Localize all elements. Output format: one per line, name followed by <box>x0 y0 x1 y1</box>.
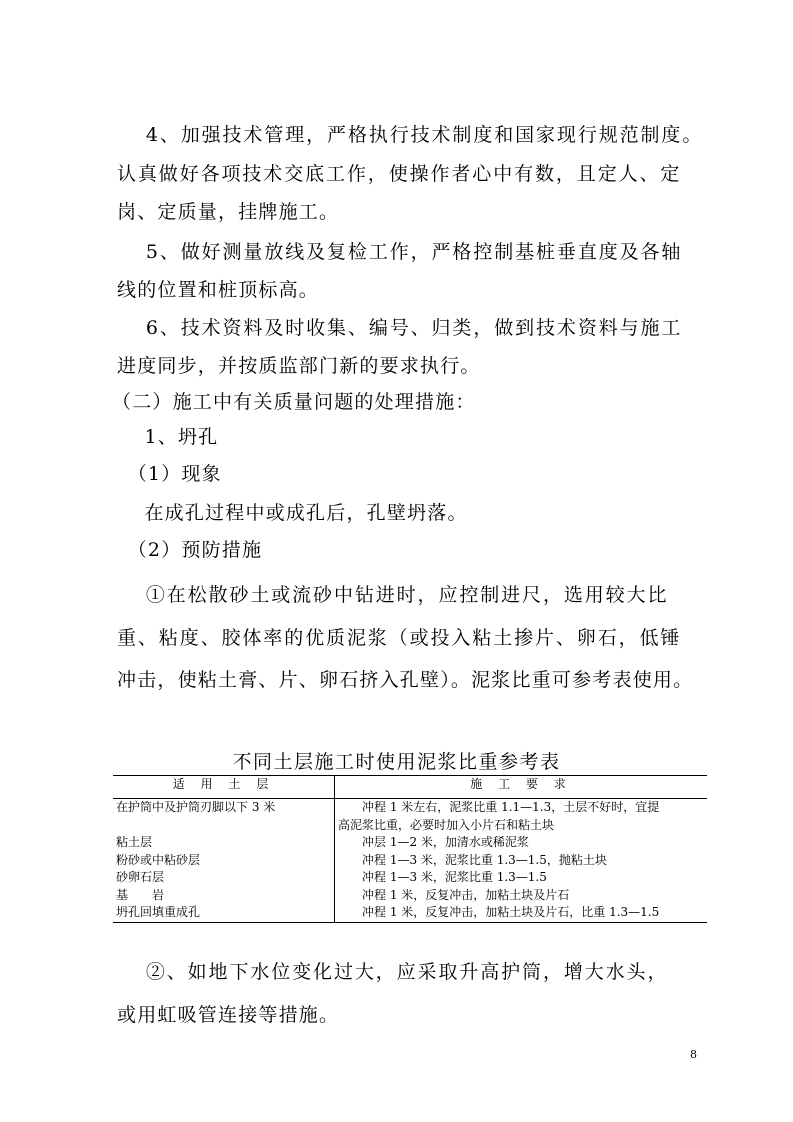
requirement-cell: 冲程 1—3 米，泥浆比重 1.3—1.5 <box>362 870 547 884</box>
paragraph-line: 进度同步，并按质监部门新的要求执行。 <box>117 355 481 377</box>
paragraph-line: 4、加强技术管理，严格执行技术制度和国家现行规范制度。 <box>117 124 704 146</box>
soil-cell: 坍孔回填重成孔 <box>113 904 335 922</box>
soil-cell: 基 岩 <box>113 887 335 905</box>
requirement-cell: 冲程 1—3 米，泥浆比重 1.3—1.5，抛粘土块 <box>362 852 607 867</box>
table-header-requirement: 施 工 要 求 <box>335 776 708 799</box>
requirement-cell: 冲程 1 米左右，泥浆比重 1.1—1.3，土层不好时，宜提 <box>362 800 660 814</box>
requirement-cell: 冲层 1—2 米，加清水或稀泥浆 <box>362 835 529 849</box>
table-row <box>113 869 707 887</box>
soil-cell: 粘土层 <box>113 834 335 852</box>
paragraph-line: 线的位置和桩顶标高。 <box>117 279 320 301</box>
soil-cell: 在护筒中及护筒刃脚以下 3 米 <box>113 799 335 817</box>
paragraph-line: 1、坍孔 <box>117 426 219 448</box>
paragraph-line: ②、如地下水位变化过大，应采取升高护筒，增大水头， <box>117 961 669 983</box>
table-row <box>113 852 707 870</box>
paragraph-line: 6、技术资料及时收集、编号、归类，做到技术资料与施工 <box>117 317 683 339</box>
paragraph-line: 岗、定质量，挂牌施工。 <box>117 201 340 223</box>
mud-density-table <box>113 775 707 923</box>
paragraph-line: （1）现象 <box>117 463 222 485</box>
table-row <box>113 834 707 852</box>
paragraph-line: ①在松散砂土或流砂中钻进时，应控制进尺，选用较大比 <box>117 584 669 606</box>
table-header-soil: 适 用 土 层 <box>113 776 335 799</box>
page-number: 8 <box>690 1048 697 1061</box>
table-row <box>113 817 707 835</box>
table-row <box>113 887 707 905</box>
requirement-cell: 高泥浆比重，必要时加入小片石和粘土块 <box>338 817 555 832</box>
table-row <box>113 799 707 817</box>
paragraph-line: 冲击，使粘土膏、片、卵石挤入孔壁）。泥浆比重可参考表使用。 <box>117 669 694 691</box>
paragraph-line: 重、粘度、胶体率的优质泥浆（或投入粘土掺片、卵石，低锤 <box>117 627 682 649</box>
soil-cell: 砂卵石层 <box>113 869 335 887</box>
soil-cell: 粉砂或中粘砂层 <box>113 852 335 870</box>
table-caption: 不同土层施工时使用泥浆比重参考表 <box>232 751 561 773</box>
requirement-cell: 冲程 1 米，反复冲击，加粘土块及片石，比重 1.3—1.5 <box>362 905 660 919</box>
paragraph-line: 在成孔过程中或成孔后，孔壁坍落。 <box>117 502 468 524</box>
requirement-cell: 冲程 1 米，反复冲击，加粘土块及片石 <box>362 887 570 902</box>
soil-cell <box>113 817 335 835</box>
paragraph-line: 认真做好各项技术交底工作，使操作者心中有数，且定人、定 <box>117 163 682 185</box>
table-row <box>113 904 707 922</box>
paragraph-line: （2）预防措施 <box>117 539 263 561</box>
paragraph-line: 5、做好测量放线及复检工作，严格控制基桩垂直度及各轴 <box>117 241 683 263</box>
paragraph-line: 或用虹吸管连接等措施。 <box>117 1004 340 1026</box>
paragraph-line: （二）施工中有关质量问题的处理措施： <box>112 391 476 413</box>
